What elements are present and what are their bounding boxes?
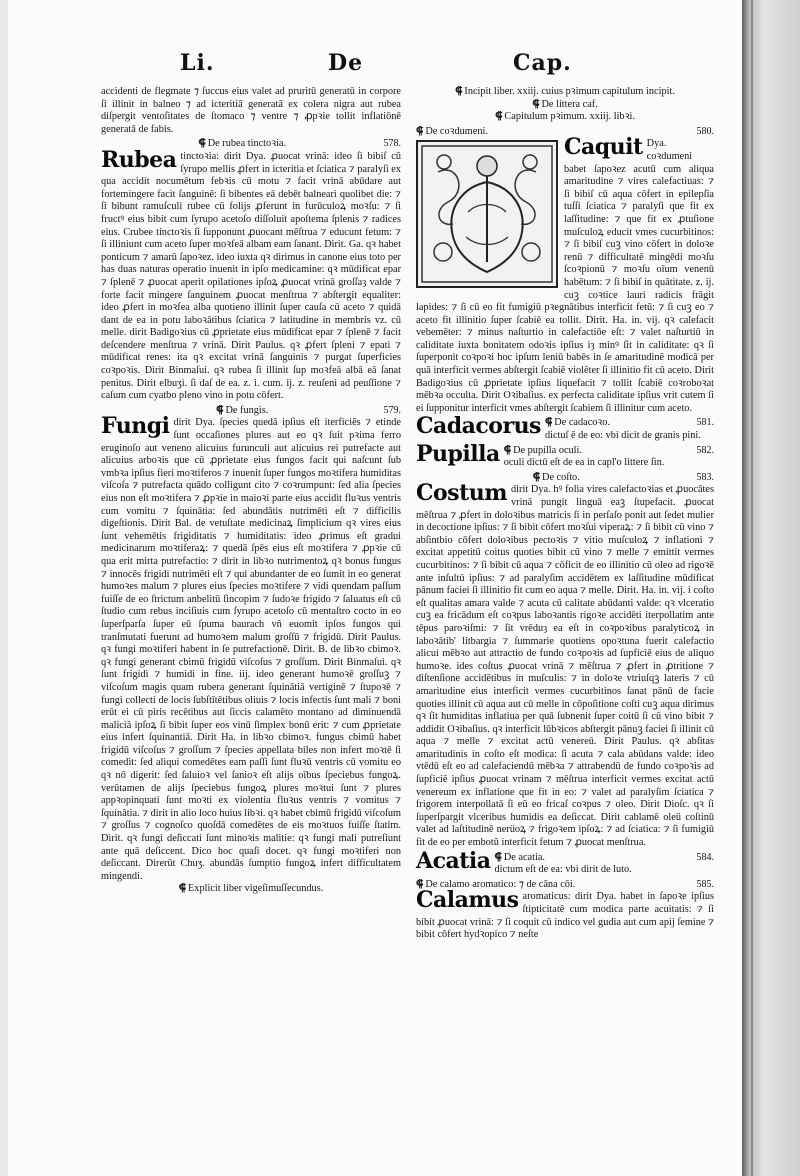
opening-paragraph: accidenti de flegmate ⁊ ſuccus eius valet ad pruritū generatū in corpore ſi illinit in balneo ⁊ ad icteritiā generatā ex colera nigra aut rubea diſpergit ventoſitates de ſtomaco ⁊ ventre ⁊ ꝓpꝛie tollit inflatiōnē generatā de fabis.: [101, 86, 401, 135]
entry-cadacorus: [416, 413, 714, 442]
chapter-number-calamus: 585.: [696, 878, 714, 890]
paragraph-mark-icon: ⸿: [416, 878, 424, 890]
rubric-calamus-text: De calamo aromatico: ⁊ de cāna cōi.: [425, 878, 576, 890]
chapter-number-acatia: 584.: [696, 851, 714, 863]
entry-fungi: [101, 405, 401, 884]
entry-pupilla: [416, 440, 714, 470]
running-head-de: De: [328, 50, 364, 76]
paragraph-mark-icon: ⸿: [495, 111, 503, 123]
rubric-acatia-text: De acatia.: [503, 851, 545, 863]
entry-acatia: [416, 847, 714, 877]
rubric-pupilla-text: De pupilla oculi.: [513, 444, 582, 456]
entry-cordumeni-text: Dya. coꝛdumeni babet ſapoꝛez acutū cum aliqua amaritudine ⁊ vires calefactiuas: ⁊ ſi bibiſ cū aqua cōfert in epilepſia tuſſi ſciatica ⁊ paralyſi que fit ex laſſitudine: ⁊ que fit ex ꝓtuſione muſculoꝝ educit vmes cucurbitinos: ⁊ ſi bibiſ cuꝫ vino cōfert in doloꝛe renū ⁊ difficultatē mingēdi moꝛſu ſcoꝛpionū ⁊ moꝛſu oīum venenū habētum: ⁊ ſi bibiſ in quātitate. z. ij. cuꝫ coꝛtice lauri radicis frāgit lapides: ⁊ ſi cū eo fit fumigiū pꝛegnātibus interficit fetū: ⁊ ſi cuꝫ eo ⁊ aceto fit illinitio ſuper ſcabiē ea tollit. Dirit. Ha. in. vij. qꝛ calefacit vebemēter: ⁊ minus naſturtio in calefactiōe eſt: ⁊ valet naſturtiū in caliditate iuxta bonitatem odoꝛis ipſius iȝ minꝰ ſit in caliditate: qꝛ ſi ſuperponit coꝛpoꝛi hoc ipſum leniū babēs in ſe amaritudinē modicā per quā interficit vermes abſtergit ſcabiē violēter ſi illinitio fit cū aceto. Dirit Badigoꝛius cū ꝓprietate ipſius liquefacit ⁊ tollit ſcabiē coꝛroboꝛat mēbꝛa occulta. Dirit Oꝛibaſius. ex perfecta caliditate ipſius vrit cutem ſi ei ſupponitur interficit vmes abſtergit ſcabiem ſi illinitur cum aceto.: [416, 138, 714, 414]
rubric-cadacorus-text: De cadacoꝛo.: [554, 417, 611, 429]
entry-pupilla-text: oculi dictū eſt de ea in capl'o littere ſin.: [503, 457, 665, 469]
entry-calamus-text: aromaticus: dirit Dya. habet in ſapoꝛe ipſius ſtipticitatē cum modica parte acuitatis: ⁊ ſi bibit ꝓuocat vrinā: ⁊ ſi coquit cū indico vel gudia aut cum apij ſemine ⁊ bibit cōfert hydꝛopico ⁊ neſte: [416, 891, 714, 941]
woodcut-initial-icon: [416, 140, 558, 288]
littera-text: De littera caf.: [541, 98, 598, 110]
entry-calamus: [416, 879, 714, 942]
page-fold-line: [751, 0, 753, 1176]
chapter-number-pupilla: 582.: [696, 444, 714, 456]
paragraph-mark-icon: ⸿: [544, 417, 553, 429]
entry-cadacorus-text: dictuſ ē de eo: vbi dicit de granis pini.: [544, 430, 701, 442]
chapter-number-fungi: 579.: [383, 404, 401, 416]
adjacent-page-edge: [742, 0, 800, 1176]
chapter-number-costum: 583.: [696, 471, 714, 483]
paragraph-mark-icon: ⸿: [416, 125, 424, 137]
capitulum-line: [416, 111, 714, 124]
chapter-number-cordumeni: 580.: [696, 125, 714, 137]
lemma-fungi: Fungi: [101, 413, 170, 440]
rubric-rubea-text: De rubea tinctoꝛia.: [207, 138, 287, 150]
lemma-cordumeni: Caquit: [564, 134, 643, 161]
entry-cordumeni: [416, 126, 714, 416]
lemma-costum: Costum: [416, 480, 508, 507]
chapter-number-cadacorus: 581.: [696, 417, 714, 429]
paragraph-mark-icon: ⸿: [503, 444, 512, 456]
entry-costum-text: dirit Dya. hꝰ folia vires calefactoꝛias et ꝓuocātes vrinā pungit linguā eaꝫ ſtupefacit. ꝓuocat mēſtrua ⁊ ꝓfert in doloꝛibus matricis ſi in perſaſo ponit aut ſedet mulier in decoctione ipſius: ⁊ ſi bibit cōfert moꝛſui viperaꝝ: ⁊ ſi bibit cū vino ⁊ abſintbio cōfert doloꝛibus pectoꝛis ⁊ vitio muſculoꝝ ⁊ inflationi ⁊ excitat appetitū coitus quoties bibit cū vino ⁊ melle ⁊ emittit vermes cucurbitinos: ⁊ ſi bibit cū aqua ⁊ cōficit de eo illinitio cū oleo ad rigoꝛē ante inſultū ipſius: ⁊ ad paralyſim accidētem ex laſſitudine mūdificat pānum faciei ſi illinitio fit cum eo aqua ⁊ melle. Dirit. Ha. in. vij. i coſto eſt qualitas amara valde ⁊ acuta cū calitate abūdanti valde: qꝛ vlceratio cuꝫ ea fricādum eſt coꝛpus laboꝛantis rigoꝛe accidēti iterpollatim ante tēpus paroꝛiſmi: ⁊ ſit vrēduȝ ea eſt in coꝛpoꝛibus paralyticoꝝ in laboꝛātib' litbargia ⁊ ſummarie quotiens opoꝛtuna fuerit calefactio alicui mēbꝛo aut attractio de fundo coꝛpoꝛis ad ſupficiē eius de aliquo humoꝛe. ides coſtus ꝓuocat vrinā ⁊ mēſtrua ⁊ ꝓfert in ꝓtritione ⁊ diſtenſione accidētibus in muſculis: ⁊ in doloꝛe vtriuſqꝫ lateris ⁊ cū amaritudine eius interficit vermes cucurbitinos ſanat pānū de facie quoties illinit cū aqua aut cū melle in cōpoſitione coſti cuꝫ aqua dirimus qꝛ ſit humiditas inflatiua per quā ſubnenit ſuper coitū ſi cū vino bibit ⁊ addidit Oꝛibaſius. qꝛ interficit lūbꝛicos abſtergit pānuꝫ faciei ſi illinit cū aqua ⁊ melle ⁊ excitat actū venereū. Dirit Paulus. qꝛ abſitas amaritudinis in coſto eſt modica: ſi acuta ⁊ cala abūdans valde: ideo vtēdū eſt eo ad calefaciendū mēbꝛa ⁊ attrabendū de fundo coꝛpoꝛis ad ſupficiē ipſius ꝓuocat vrinam ⁊ mēſtrua interficit vermes excitat actū venereum ex inflatione que fit in eo: ⁊ valet ad paralyſim ſciatica ⁊ frigorem interpollatā ſi eū eo fricaſ coꝛpus ⁊ oleo. Dirit Dioſc. qꝛ ſi ſuperſpargit vlceribus humidis ea deſiccat. Dirit cablamē oleū coſtinū valet ad laſtitudinē nerüoꝝ ⁊ frigoꝛem ipſoꝝ: ⁊ ad ſciatica: ⁊ ſi fumigiū fit de eo per embotū interficit fetum ⁊ ꝓuocat menſtrua.: [416, 484, 714, 849]
explicit-line: [101, 883, 401, 896]
lemma-acatia: Acatia: [416, 847, 491, 874]
rubric-fungi-text: De fungis.: [225, 404, 269, 416]
rubric-calamus: [416, 879, 714, 892]
right-text-column: [416, 86, 714, 942]
rubric-cordumeni-text: De coꝛdumeni.: [425, 125, 488, 137]
littera-line: [416, 99, 714, 112]
left-text-column: [101, 86, 401, 896]
incipit-text: Incipit liber. xxiij. cuius pꝛimum capitulum incipit.: [464, 86, 675, 97]
lemma-pupilla: Pupilla: [416, 440, 500, 467]
paragraph-mark-icon: ⸿: [178, 883, 187, 895]
paragraph-mark-icon: ⸿: [198, 138, 206, 150]
paragraph-mark-icon: ⸿: [532, 98, 540, 110]
capitulum-text: Capitulum pꝛimum. xxiij. libꝛi.: [504, 111, 635, 123]
entry-fungi-text: dirit Dya. ſpecies quedā ipſius eſt iterficiēs ⁊ etinde ſunt occaſiones plures aut eo qꝛ ſuit pꝛima ferro eruginoſo aut veneno alicuius furunculi aut alicuius rei putrefacte aut alicuius arboꝛis que cū ꝓprietate eius fungos facit qui naſcunt ſub vmbꝛa ipſius fieri moꝛtiferos ⁊ inuenit ſuper fungos moꝛtifera humiditas viſcoſa ⁊ putrefacta quādo colligunt cito ⁊ coꝛrumpunt: ſed alia ſpecies eius non eſt moꝛtifera ⁊ ꝓpꝛie in maioꝛi parte eius accidit fluꝛus ventris cum vomitu ⁊ ſquinātia: ſed abundātis nutrimēti eſt ⁊ difficilis digeſtionis. Dirit Bal. de vetuſtate medicinaꝝ ſimplicium qꝛ vires eius ſunt vehemētis frigiditatis ⁊ humiditatis: ideo ꝓrimus eſt gradui medicinarum moꝛtiferaꝝ: ⁊ quedā ſpēs eius eſt moꝛtifera ⁊ ꝓpꝛie cū qua erit mirta putrefactio: ⁊ dirit in libꝛo nutrimentoꝝ qꝛ bonus fungus ⁊ innocēs frigidi nutrimēti eſt ⁊ qui abundanter de eo ſumit in eo generat humoꝛes malum ⁊ plures eius ſpecies moꝛtifere ⁊ vidi quendam paſſum fuiſſe de eo ſtrictum anbelitū ſincopim ⁊ ſudoꝛe frigido ⁊ ſaluatus eſt cū ſtudio cum rebus inciſiuis cum ſyrupo acetoſo cū mentaſtro cocto in eo ſuperſparſa ſuper eū ſpuma baurach vñ euomit ipſos fungos qui tranſmutati fuerunt ad humoꝛem malum groſſū ⁊ frigidū. Dirit Paulus. qꝛ fungi moꝛtiferi habent in ſe putrefactionē. Dirit. B. de libꝛo cbimoꝛ. qꝛ fungi generant cbimū frigidū viſcoſus ⁊ groſſum. Dirit Binmaſui. qꝛ ſunt frigidi ⁊ humidi in fine. iij. ideo generant humoꝛē groſſuꝫ ⁊ viſcoſum magis quam rubera generant ſquinātiā vertiginē ⁊ ſtupoꝛē ⁊ fungi collecti de locis ſubſtītētibus oliuis ⁊ locis infectis ſunt mali ⁊ boni erūt ei cū piris recētibus aut ſiccis calamēto montano ad diminuendā maliciā ipſoꝝ ſi bibit ſuper eos vinū ſimplex bonū erit: ⁊ cum ꝓprietate eius infert ſquinantiā. Dirit Ha. in libꝛo cbimoꝛ. fungus cbimū habet frigidū viſcoſus ⁊ groſſum ⁊ ſpecies appellata biles non infert moꝛtē ſi comedit: ſed aliqui comedētes eam paſſi ſunt fluꝛū ventris cū vomitu eo qꝛ nō digerit: ſed ſaluioꝛ vel ſanioꝛ eſt alijs oībus ſpeciebus fungoꝝ. verūtamen de alijs ſpeciebus fungoꝝ plures moꝛtui ſunt ⁊ plures appꝛopinquati ſunt moꝛti ex violentia fluꝛus ventris ⁊ vomitus ⁊ ſquinātia. ⁊ dirit in alio loco huius libꝛi. qꝛ habet cbimū frigidū viſcoſum ⁊ groſſus ⁊ cognoſco quoſdā comedētes de eis moꝛtuos fuiſſe ſtatim. Dirit. qꝛ fungi deſiccati ſunt minoꝛis malitie: qꝛ fungi mali putreſiunt ante quā deſiccent. Dico hoc quaſi docet. qꝛ fungi moꝛtiferi non deſiccant. Direrūt Chuʒ. abundās ſumptio fungoꝝ infert difficultatem mingendi.: [101, 417, 401, 882]
paragraph-mark-icon: ⸿: [532, 471, 541, 483]
chapter-number-rubea: 578.: [383, 138, 401, 150]
explicit-text: Explicit liber vigeſimuſſecundus.: [188, 883, 324, 895]
entry-acatia-text: dictum eſt de ea: vbi dirit de luto.: [494, 864, 632, 876]
incipit-line: [416, 86, 714, 99]
entry-costum: [416, 472, 714, 850]
lemma-calamus: Calamus: [416, 887, 519, 914]
paragraph-mark-icon: ⸿: [455, 86, 463, 97]
paragraph-mark-icon: ⸿: [216, 404, 224, 416]
book-page: [8, 0, 750, 1176]
rubric-costum-text: De coſto.: [542, 471, 580, 483]
lemma-rubea: Rubea: [101, 146, 177, 173]
lemma-cadacorus: Cadacorus: [416, 413, 541, 440]
running-head-liber: Li.: [180, 50, 215, 76]
running-head-cap: Cap.: [513, 50, 572, 76]
entry-rubea: [101, 138, 401, 402]
paragraph-mark-icon: ⸿: [494, 851, 502, 863]
entry-rubea-text: tinctoꝛia: dirit Dya. ꝓuocat vrinā: ideo ſi bibiſ cū ſyrupo mellis ꝓfert in icteritia et ſciatica ⁊ paralyſi ex qua accidit nocumētum febꝛis cū motu ⁊ facit vrinā abūdare aut fortemingere facit ſanguinē: ſi bibentes eā debēt balneari quolibet die: ⁊ ſi bibunt ramuſculi rubee cū folijs ꝓferunt in furūculoꝝ moꝛſu: ⁊ ſi fructꝰ eius bibit cum ſyrupo acetoſo diſſoluit apoſtema ſplenis ⁊ radices eius. Crubee tinctoꝛis ſi ſupponunt ꝓuocant mēſtrua ⁊ educunt fetum: ⁊ ſi illiniunt cum aceto ſuper moꝛfeā albam eam ſanant. Dirit. Ga. qꝛ habet ponticum ⁊ amarū ſapoꝛez. ideo iuxta qꝛ dirimus in canone eius toto per has duas naturas operatio inuenit in ipſo medicamine: qꝛ mūdificat epar ⁊ ſplenē ⁊ ꝓuocat aperit opilationes ipſoꝝ ꝓuocat vrinā groſſaȝ valde ⁊ forte facit mingere ſanguinem ꝓuocat menſtrua ⁊ abſtergit equaliter: ideo ꝓfert in moꝛfea alba quotieno illinit ſuper cauſa cū aceto ⁊ quidā dant de ea in potu laboꝛātibus ſciatica ⁊ latitudine in membris vz. cū melle. dirit Badigoꝛius cū ꝓprietate eius mūdificat epar ⁊ ſplenē ⁊ facit deſcendere menſtrua ⁊ vrinā. Dirit Paulus. qꝛ ꝓfert ſpleni ⁊ epati ⁊ mūdificat renes: ita qꝛ excitat vrinā ſanguinis ⁊ purgat ſuperficies coꝛpoꝛis. Dirit Binmaſui. qꝛ rubea ſi illinit ſup moꝛfeā albā eā ſanat penitus. Dirit elbuʒi. ſi daſ de ea. z. i. cum. ij. z. reuſeni ad peuſſione ⁊ caſum cum cyatbo pleno vino in potu cōfert.: [101, 150, 401, 402]
